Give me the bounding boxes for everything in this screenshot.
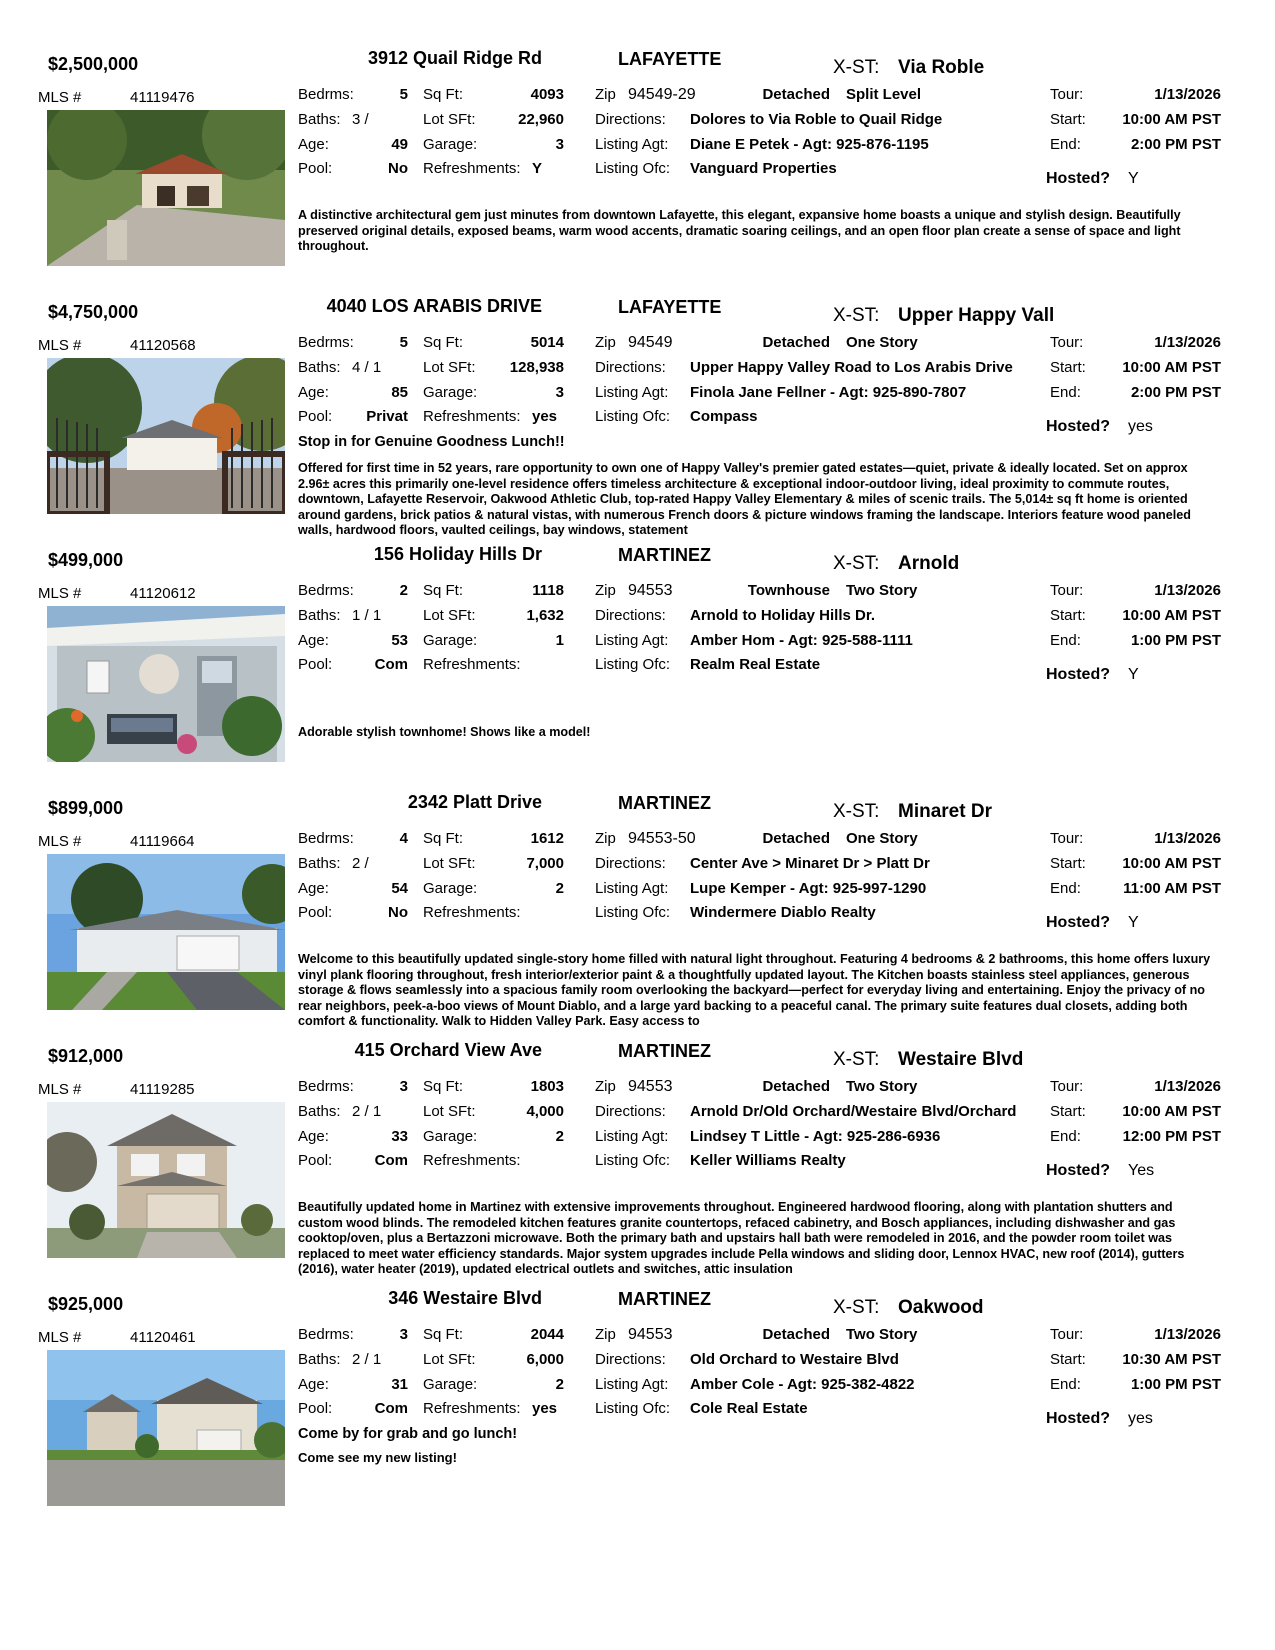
zip-value: 94549 [628,334,673,351]
cross-street-value: Upper Happy Vall [898,305,1055,326]
directions-label: Directions: [595,359,666,376]
bedrms-label: Bedrms: [298,830,354,847]
mls-number: 41120461 [130,1329,196,1346]
garage-value: 3 [555,384,564,401]
start-time: 10:30 AM PST [1122,1351,1221,1368]
tour-label: Tour: [1050,86,1084,103]
baths-value: 3 / [352,111,369,128]
directions-value: Dolores to Via Roble to Quail Ridge [690,111,943,128]
start-time: 10:00 AM PST [1122,111,1221,128]
directions-label: Directions: [595,1103,666,1120]
mls-number: 41119476 [130,89,195,106]
directions-value: Arnold to Holiday Hills Dr. [690,607,876,624]
directions-label: Directions: [595,607,666,624]
end-time: 2:00 PM PST [1130,136,1221,153]
mls-label: MLS # [38,337,82,354]
pool-value: Com [374,1152,408,1169]
cross-street-value: Westaire Blvd [898,1049,1024,1070]
directions-value: Upper Happy Valley Road to Los Arabis Drive [690,359,1013,376]
end-time: 11:00 AM PST [1123,880,1221,897]
baths-label: Baths: [298,1103,341,1120]
directions-label: Directions: [595,1351,666,1368]
baths-label: Baths: [298,855,341,872]
home-style: One Story [846,830,918,847]
house-photo-icon [47,110,285,266]
end-label: End: [1050,384,1081,401]
listing-price: $4,750,000 [48,302,139,322]
hosted-label: Hosted? [1046,666,1110,683]
listing-block [0,38,1275,300]
sqft-label: Sq Ft: [423,1078,464,1095]
garage-value: 3 [555,136,564,153]
listing-agent-value: Finola Jane Fellner - Agt: 925-890-7807 [690,384,967,401]
home-type: Detached [762,334,830,351]
listing-price: $899,000 [48,798,124,818]
mls-number: 41120612 [130,585,196,602]
listing-block [0,1030,1275,1292]
mls-label: MLS # [38,1329,82,1346]
listing-remarks [298,1453,1220,1535]
listing-agent-label: Listing Agt: [595,880,669,897]
lot-sqft-value: 6,000 [526,1351,564,1368]
garage-value: 2 [555,1376,564,1393]
hosted-value: yes [1128,418,1153,435]
start-label: Start: [1050,359,1086,376]
sqft-label: Sq Ft: [423,1326,464,1343]
end-label: End: [1050,880,1081,897]
tour-date: 1/13/2026 [1154,1078,1221,1095]
zip-label: Zip [595,1326,616,1343]
baths-value: 2 / [352,855,369,872]
sqft-value: 2044 [530,1326,564,1343]
listing-price: $2,500,000 [48,54,139,74]
sqft-label: Sq Ft: [423,582,464,599]
cross-street-label: X-ST: [833,57,880,78]
tour-label: Tour: [1050,334,1084,351]
tour-label: Tour: [1050,1326,1084,1343]
lot-sqft-value: 1,632 [526,607,564,624]
end-label: End: [1050,1376,1081,1393]
garage-label: Garage: [423,1128,478,1145]
listing-agent-label: Listing Agt: [595,632,669,649]
start-label: Start: [1050,607,1086,624]
house-photo-icon [47,358,285,514]
start-label: Start: [1050,855,1086,872]
tour-label: Tour: [1050,582,1084,599]
pool-label: Pool: [298,656,333,673]
bedrms-value: 4 [399,830,408,847]
end-time: 1:00 PM PST [1130,632,1221,649]
lot-sqft-value: 7,000 [526,855,564,872]
bedrms-label: Bedrms: [298,1078,354,1095]
listing-price: $912,000 [48,1046,124,1066]
hosted-value: yes [1128,1410,1153,1427]
baths-value: 4 / 1 [352,359,382,376]
start-label: Start: [1050,1351,1086,1368]
listing-office-label: Listing Ofc: [595,656,671,673]
garage-label: Garage: [423,1376,478,1393]
tour-label: Tour: [1050,1078,1084,1095]
end-label: End: [1050,1128,1081,1145]
tour-date: 1/13/2026 [1154,830,1221,847]
pool-value: Privat [366,408,408,425]
zip-label: Zip [595,830,616,847]
listing-price: $925,000 [48,1294,124,1314]
pool-value: No [388,160,408,177]
zip-value: 94553 [628,1078,673,1095]
sqft-value: 1612 [530,830,564,847]
mls-number: 41119664 [130,833,195,850]
refreshments-value: Y [532,160,543,177]
home-style: Two Story [846,1078,918,1095]
lot-sqft-label: Lot SFt: [423,855,476,872]
listing-remarks: Adorable stylish townhome! Shows like a model! [298,725,591,739]
refreshments-label: Refreshments: [423,160,521,177]
end-label: End: [1050,136,1081,153]
tour-date: 1/13/2026 [1154,1326,1221,1343]
age-label: Age: [298,632,329,649]
sqft-label: Sq Ft: [423,86,464,103]
zip-value: 94553-50 [628,830,696,847]
age-label: Age: [298,1376,329,1393]
listing-address: 156 Holiday Hills Dr [373,544,542,564]
directions-value: Old Orchard to Westaire Blvd [690,1351,899,1368]
pool-label: Pool: [298,1152,333,1169]
listing-city: LAFAYETTE [618,49,722,69]
pool-label: Pool: [298,904,333,921]
cross-street-value: Oakwood [898,1297,984,1318]
zip-label: Zip [595,86,616,103]
start-label: Start: [1050,111,1086,128]
house-photo-icon [47,1350,285,1506]
refreshments-label: Refreshments: [423,656,521,673]
zip-value: 94549-29 [628,86,696,103]
baths-value: 1 / 1 [352,607,382,624]
hosted-value: Y [1128,914,1139,931]
refreshments-label: Refreshments: [423,1400,521,1417]
pool-label: Pool: [298,1400,333,1417]
zip-value: 94553 [628,582,673,599]
listing-price: $499,000 [48,550,124,570]
house-photo-icon [47,1102,285,1258]
listing-block [0,1278,1275,1540]
age-label: Age: [298,136,329,153]
listing-block [0,534,1275,796]
tour-label: Tour: [1050,830,1084,847]
directions-value: Center Ave > Minaret Dr > Platt Dr [690,855,930,872]
pool-label: Pool: [298,408,333,425]
home-style: Two Story [846,582,918,599]
listing-office-value: Compass [690,408,758,425]
garage-label: Garage: [423,632,478,649]
home-style: Two Story [846,1326,918,1343]
bedrms-label: Bedrms: [298,1326,354,1343]
refreshments-label: Refreshments: [423,1152,521,1169]
hosted-value: Y [1128,666,1139,683]
bedrms-value: 5 [399,86,408,103]
listing-office-label: Listing Ofc: [595,160,671,177]
sqft-value: 5014 [530,334,564,351]
listing-address: 4040 LOS ARABIS DRIVE [326,296,542,316]
end-time: 2:00 PM PST [1130,384,1221,401]
start-time: 10:00 AM PST [1122,359,1221,376]
hosted-label: Hosted? [1046,418,1110,435]
bedrms-value: 2 [399,582,408,599]
listing-city: MARTINEZ [618,1041,711,1061]
hosted-label: Hosted? [1046,1162,1110,1179]
start-time: 10:00 AM PST [1122,1103,1221,1120]
start-time: 10:00 AM PST [1122,855,1221,872]
listing-remarks: Beautifully updated home in Martinez with extensive improvements throughout. Engineered hardwood flooring, along with plantation shutters and custom wood blinds. The remodeled kitchen features granite countertops, refaced cabinetry, and Bosch appliances, including dishwasher and gas cooktop/oven, plus a Bertazzoni microwave. Both the primary bath and upstairs hall bath were remodeled in 2016, and the powder room toilet was replaced to meet water efficiency standards. Major system upgrades include Pella windows and sliding door, Lennox HVAC, new roof (2014), gutters (2016), water heater (2019), updated electrical outlets and switches, attic insulation [298,1200,1185,1277]
pool-value: No [388,904,408,921]
listing-office-label: Listing Ofc: [595,408,671,425]
sqft-value: 4093 [530,86,564,103]
zip-label: Zip [595,334,616,351]
age-value: 49 [391,136,408,153]
garage-value: 2 [555,880,564,897]
cross-street-label: X-ST: [833,553,880,574]
bedrms-value: 3 [399,1078,408,1095]
listing-agent-value: Diane E Petek - Agt: 925-876-1195 [690,136,929,153]
cross-street-label: X-ST: [833,1049,880,1070]
sqft-label: Sq Ft: [423,830,464,847]
mls-label: MLS # [38,585,82,602]
listing-photo [47,1350,285,1506]
home-type: Detached [762,1326,830,1343]
listing-agent-label: Listing Agt: [595,1376,669,1393]
mls-label: MLS # [38,1081,82,1098]
age-value: 31 [391,1376,408,1393]
end-label: End: [1050,632,1081,649]
lot-sqft-label: Lot SFt: [423,359,476,376]
mls-number: 41119285 [130,1081,195,1098]
age-value: 85 [391,384,408,401]
bedrms-label: Bedrms: [298,334,354,351]
sqft-label: Sq Ft: [423,334,464,351]
listing-office-value: Realm Real Estate [690,656,821,673]
zip-label: Zip [595,582,616,599]
listing-note-secondary: Come see my new listing! [298,1450,457,1465]
listing-agent-label: Listing Agt: [595,136,669,153]
home-type: Townhouse [747,582,830,599]
listing-address: 415 Orchard View Ave [354,1040,542,1060]
start-time: 10:00 AM PST [1122,607,1221,624]
listing-office-value: Windermere Diablo Realty [690,904,876,921]
age-value: 33 [391,1128,408,1145]
listing-city: MARTINEZ [618,1289,711,1309]
refreshments-value: yes [532,1400,558,1417]
home-style: Split Level [846,86,922,103]
hosted-value: Y [1128,170,1139,187]
refreshments-label: Refreshments: [423,904,521,921]
listing-note: Come by for grab and go lunch! [298,1426,518,1442]
listing-remarks: Welcome to this beautifully updated single-story home filled with natural light throughout. Featuring 4 bedrooms & 2 bathrooms, this home offers luxury vinyl plank flooring throughout, fresh interior/exterior paint & a thoughtfully updated layout. The Kitchen boasts stainless steel appliances, generous storage & flows seamlessly into a spacious family room overlooking the backyard—perfect for everyday living and entertaining. Enjoy the privacy of no rear neighbors, peek-a-boo views of Mount Diablo, and a large yard backing to a peaceful canal. The primary suite features dual closets, adding both comfort & functionality. Walk to Hidden Valley Park. Easy access to [298,952,1211,1029]
tour-date: 1/13/2026 [1154,334,1221,351]
garage-value: 1 [555,632,564,649]
age-label: Age: [298,880,329,897]
lot-sqft-label: Lot SFt: [423,607,476,624]
bedrms-value: 3 [399,1326,408,1343]
bedrms-value: 5 [399,334,408,351]
sqft-value: 1803 [530,1078,564,1095]
listing-office-value: Cole Real Estate [690,1400,808,1417]
pool-value: Com [374,656,408,673]
home-type: Detached [762,1078,830,1095]
listing-agent-value: Amber Hom - Agt: 925-588-1111 [690,632,913,649]
listing-agent-value: Lupe Kemper - Agt: 925-997-1290 [690,880,927,897]
directions-value: Arnold Dr/Old Orchard/Westaire Blvd/Orchard [690,1103,1017,1120]
listing-photo [47,1102,285,1258]
mls-number: 41120568 [130,337,196,354]
listing-city: MARTINEZ [618,545,711,565]
garage-label: Garage: [423,384,478,401]
listing-block [0,782,1275,1044]
zip-label: Zip [595,1078,616,1095]
home-type: Detached [762,86,830,103]
listing-office-label: Listing Ofc: [595,1152,671,1169]
baths-label: Baths: [298,1351,341,1368]
listing-agent-label: Listing Agt: [595,1128,669,1145]
mls-label: MLS # [38,89,82,106]
directions-label: Directions: [595,111,666,128]
lot-sqft-value: 4,000 [526,1103,564,1120]
listing-block [0,286,1275,548]
garage-value: 2 [555,1128,564,1145]
listing-address: 2342 Platt Drive [407,792,542,812]
lot-sqft-label: Lot SFt: [423,111,476,128]
lot-sqft-label: Lot SFt: [423,1351,476,1368]
end-time: 1:00 PM PST [1130,1376,1221,1393]
baths-label: Baths: [298,359,341,376]
listing-office-label: Listing Ofc: [595,1400,671,1417]
tour-date: 1/13/2026 [1154,86,1221,103]
refreshments-value: yes [532,408,558,425]
baths-label: Baths: [298,607,341,624]
listing-photo [47,110,285,266]
listing-photo [47,358,285,514]
end-time: 12:00 PM PST [1122,1128,1221,1145]
mls-label: MLS # [38,833,82,850]
age-label: Age: [298,384,329,401]
tour-date: 1/13/2026 [1154,582,1221,599]
home-style: One Story [846,334,918,351]
bedrms-label: Bedrms: [298,582,354,599]
hosted-value: Yes [1128,1162,1155,1179]
listing-remarks: Offered for first time in 52 years, rare opportunity to own one of Happy Valley's premier gated estates—quiet, private & ideally located. Set on approx 2.96± acres this primarily one-level residence offers timeless architecture & exceptional indoor-outdoor living, ideal proximity to commute routes, downtown, Lafayette Reservoir, Oakwood Athletic Club, top-rated Happy Valley Elementary & miles of scenic trails. The 5,014± sq ft home is oriented around gardens, brick patios & natural vistas, with numerous French doors & picture windows framing the landscape. Interiors feature wood paneled walls, hardwood floors, vaulted ceilings, bay windows, statement [298,461,1191,538]
hosted-label: Hosted? [1046,914,1110,931]
listing-agent-value: Lindsey T Little - Agt: 925-286-6936 [690,1128,941,1145]
baths-value: 2 / 1 [352,1103,382,1120]
lot-sqft-value: 128,938 [509,359,564,376]
age-value: 54 [391,880,408,897]
listing-address: 3912 Quail Ridge Rd [367,48,542,68]
bedrms-label: Bedrms: [298,86,354,103]
refreshments-label: Refreshments: [423,408,521,425]
lot-sqft-label: Lot SFt: [423,1103,476,1120]
zip-value: 94553 [628,1326,673,1343]
home-type: Detached [762,830,830,847]
start-label: Start: [1050,1103,1086,1120]
cross-street-value: Arnold [898,553,960,574]
sqft-value: 1118 [532,582,564,599]
cross-street-value: Minaret Dr [898,801,992,822]
listing-note: Stop in for Genuine Goodness Lunch!! [298,434,565,450]
listing-city: MARTINEZ [618,793,711,813]
cross-street-label: X-ST: [833,305,880,326]
age-label: Age: [298,1128,329,1145]
cross-street-label: X-ST: [833,801,880,822]
cross-street-label: X-ST: [833,1297,880,1318]
listing-agent-value: Amber Cole - Agt: 925-382-4822 [690,1376,915,1393]
listing-office-label: Listing Ofc: [595,904,671,921]
garage-label: Garage: [423,880,478,897]
baths-label: Baths: [298,111,341,128]
listing-agent-label: Listing Agt: [595,384,669,401]
pool-value: Com [374,1400,408,1417]
house-photo-icon [47,606,285,762]
listing-office-value: Keller Williams Realty [690,1152,846,1169]
lot-sqft-value: 22,960 [518,111,564,128]
directions-label: Directions: [595,855,666,872]
cross-street-value: Via Roble [898,57,985,78]
listing-office-value: Vanguard Properties [690,160,837,177]
hosted-label: Hosted? [1046,170,1110,187]
listing-photo [47,854,285,1010]
listing-city: LAFAYETTE [618,297,722,317]
pool-label: Pool: [298,160,333,177]
listing-remarks: A distinctive architectural gem just minutes from downtown Lafayette, this elegant, expansive home boasts a unique and stylish design. Beautifully preserved original details, exposed beams, warm wood accents, dramatic soaring ceilings, and an open floor plan create a sense of space and light throughout. [298,208,1181,254]
house-photo-icon [47,854,285,1010]
age-value: 53 [391,632,408,649]
listing-photo [47,606,285,762]
baths-value: 2 / 1 [352,1351,382,1368]
hosted-label: Hosted? [1046,1410,1110,1427]
garage-label: Garage: [423,136,478,153]
listing-address: 346 Westaire Blvd [388,1288,542,1308]
